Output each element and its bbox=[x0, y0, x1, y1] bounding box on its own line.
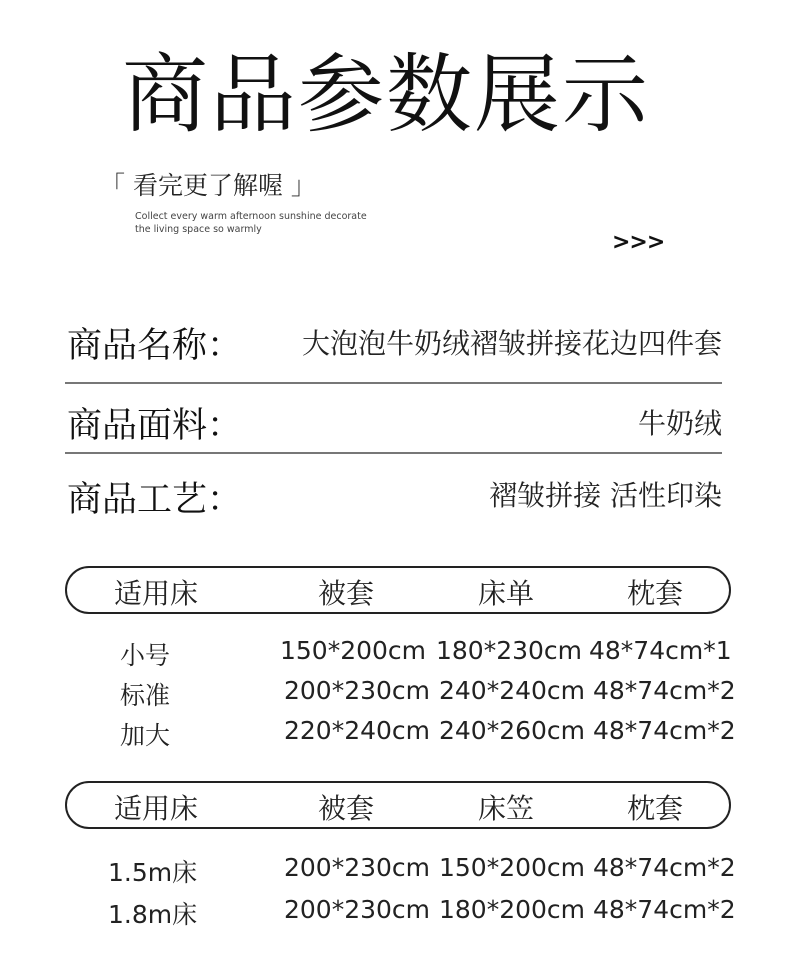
table-cell: 小号 bbox=[120, 641, 171, 670]
param-label: 商品工艺： bbox=[67, 480, 243, 520]
table-cell: 标准 bbox=[120, 681, 171, 710]
table-header-cell: 被套 bbox=[317, 577, 375, 610]
param-value: 褶皱拼接 活性印染 bbox=[489, 479, 722, 512]
arrows-decoration: >>> bbox=[612, 230, 665, 255]
table-cell: 180*200cm bbox=[439, 895, 586, 924]
table-header-cell: 枕套 bbox=[626, 792, 684, 825]
table-cell: 150*200cm bbox=[280, 636, 427, 665]
table-row bbox=[0, 853, 790, 893]
page-title: 商品参数展示 bbox=[122, 45, 650, 145]
table-cell: 1.5m床 bbox=[108, 858, 198, 887]
table-header-cell: 床笠 bbox=[477, 792, 535, 825]
table-cell: 48*74cm*1 bbox=[589, 636, 732, 665]
table-row bbox=[0, 636, 790, 676]
table-header-cell: 被套 bbox=[317, 792, 375, 825]
table-cell: 240*260cm bbox=[439, 716, 586, 745]
table-cell: 48*74cm*2 bbox=[593, 676, 736, 705]
param-value: 牛奶绒 bbox=[637, 407, 722, 440]
table-cell: 150*200cm bbox=[439, 853, 586, 882]
table-cell: 48*74cm*2 bbox=[593, 895, 736, 924]
table-row bbox=[0, 716, 790, 756]
page-subtitle: 「 看完更了解喔 」 bbox=[100, 171, 316, 200]
table-cell: 48*74cm*2 bbox=[593, 716, 736, 745]
english-line-2: the living space so warmly bbox=[135, 224, 262, 235]
table-header-pill bbox=[65, 566, 731, 614]
param-value: 大泡泡牛奶绒褶皱拼接花边四件套 bbox=[301, 327, 722, 360]
table-header-cell: 枕套 bbox=[626, 577, 684, 610]
table-cell: 加大 bbox=[120, 721, 171, 750]
table-cell: 1.8m床 bbox=[108, 900, 198, 929]
divider bbox=[65, 452, 722, 454]
table-header-cell: 床单 bbox=[477, 577, 535, 610]
table-cell: 200*230cm bbox=[284, 853, 431, 882]
table-cell: 220*240cm bbox=[284, 716, 431, 745]
table-cell: 200*230cm bbox=[284, 676, 431, 705]
table-cell: 240*240cm bbox=[439, 676, 586, 705]
english-tagline bbox=[135, 210, 395, 236]
english-line-1: Collect every warm afternoon sunshine decorate bbox=[135, 211, 367, 222]
table-header-cell: 适用床 bbox=[113, 577, 199, 610]
table-header-cell: 适用床 bbox=[113, 792, 199, 825]
table-header-pill bbox=[65, 781, 731, 829]
table-row bbox=[0, 676, 790, 716]
table-cell: 200*230cm bbox=[284, 895, 431, 924]
param-label: 商品名称： bbox=[67, 326, 243, 366]
divider bbox=[65, 382, 722, 384]
param-label: 商品面料： bbox=[67, 406, 243, 446]
table-cell: 180*230cm bbox=[436, 636, 583, 665]
table-cell: 48*74cm*2 bbox=[593, 853, 736, 882]
table-row bbox=[0, 895, 790, 935]
